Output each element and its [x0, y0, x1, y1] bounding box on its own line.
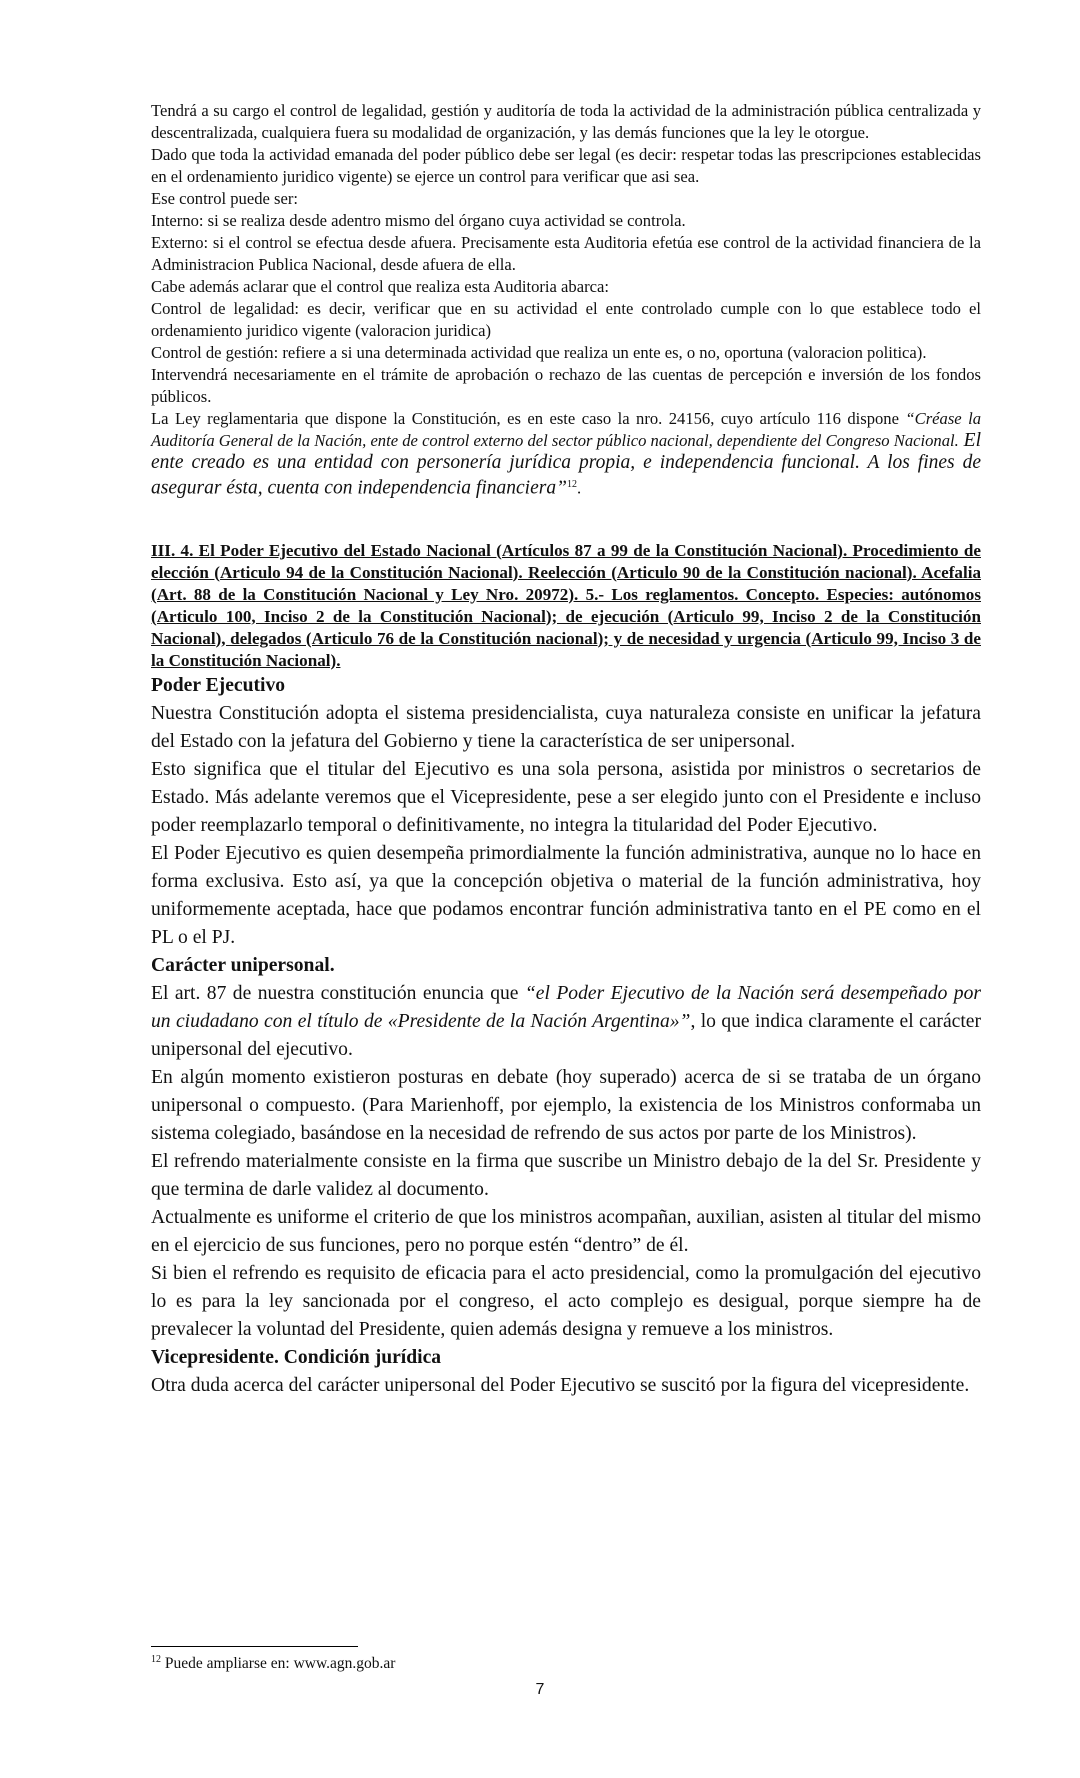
paragraph: Control de legalidad: es decir, verificar que en su actividad el ente controlado cumple con lo que establece todo el ordenamiento juridico vigente (valoracion juridica) — [151, 299, 981, 340]
law-quote-small: “Créase la Auditoría General de la Nación, ente de control externo del sector público nacional, dependiente del Congreso Nacional. — [151, 409, 981, 450]
law-lead: La Ley reglamentaria que dispone la Constitución, es en este caso la nro. 24156, cuyo artículo 116 dispone — [151, 409, 906, 428]
paragraph: El refrendo materialmente consiste en la firma que suscribe un Ministro debajo de la del Sr. Presidente y que termina de darle validez al documento. — [151, 1150, 981, 1200]
law-quote-big: El ente creado es una entidad con personería jurídica propia, e independencia funcional. A los fines de asegurar ésta, cuenta con independencia financiera — [151, 430, 981, 499]
paragraph: Dado que toda la actividad emanada del poder público debe ser legal (es decir: respetar todas las prescripciones establecidas en el ordenamiento juridico vigente) se ejerce un control para verificar que asi sea. — [151, 145, 981, 186]
paragraph: Si bien el refrendo es requisito de eficacia para el acto presidencial, como la promulgación del ejecutivo lo es para la ley sancionada por el congreso, el acto complejo es desigual, porque siempre ha de prevalecer la voluntad del Presidente, quien además designa y remueve a los ministros. — [151, 1262, 981, 1340]
subheading-poder-ejecutivo: Poder Ejecutivo — [151, 674, 286, 696]
law-end: . — [576, 478, 582, 498]
close-quote: ” — [556, 477, 567, 499]
subheading-vicepresidente: Vicepresidente. Condición jurídica — [151, 1346, 442, 1368]
footnote-text: Puede ampliarse en: www.agn.gob.ar — [161, 1655, 396, 1673]
paragraph: Externo: si el control se efectua desde afuera. Precisamente esta Auditoria efetúa ese control de la actividad financiera de la Administracion Publica Nacional, desde afuera de ella. — [151, 233, 981, 274]
paragraph: El Poder Ejecutivo es quien desempeña primordialmente la función administrativa, aunque no lo hace en forma exclusiva. Esto así, ya que la concepción objetiva o material de la función administrativa, hoy uniformemente aceptada, hace que podamos encontrar función administrativa tanto en el PE como en el PL o el PJ. — [151, 842, 981, 948]
paragraph: Nuestra Constitución adopta el sistema presidencialista, cuya naturaleza consiste en unificar la jefatura del Estado con la jefatura del Gobierno y tiene la característica de ser unipersonal. — [151, 702, 981, 752]
art87-tail: , lo que indica claramente el carácter unipersonal del ejecutivo. — [151, 1010, 982, 1060]
paragraph: Cabe además aclarar que el control que realiza esta Auditoria abarca: — [151, 277, 609, 296]
document-page — [151, 100, 981, 1400]
paragraph: En algún momento existieron posturas en debate (hoy superado) acerca de si se trataba de un órgano unipersonal o compuesto. (Para Marienhoff, por ejemplo, la existencia de los Ministros conformaba un sistema colegiado, basándose en la necesidad de refrendo de sus actos por parte de los Ministros). — [151, 1066, 981, 1144]
law-paragraph — [151, 408, 981, 500]
footnote-separator — [151, 1646, 358, 1647]
paragraph: Interno: si se realiza desde adentro mismo del órgano cuya actividad se controla. — [151, 211, 686, 230]
art87-paragraph — [151, 980, 981, 1064]
art87-lead: El art. 87 de nuestra constitución enuncia que — [151, 982, 525, 1004]
paragraph: Otra duda acerca del carácter unipersonal del Poder Ejecutivo se suscitó por la figura del vicepresidente. — [151, 1374, 970, 1396]
subheading-caracter-unipersonal: Carácter unipersonal. — [151, 954, 335, 976]
footnote — [151, 1650, 395, 1674]
footnote-number: 12 — [151, 1654, 161, 1665]
paragraph: Actualmente es uniforme el criterio de que los ministros acompañan, auxilian, asisten al titular del mismo en el ejercicio de sus funciones, pero no porque estén “dentro” de él. — [151, 1206, 981, 1256]
paragraph: Ese control puede ser: — [151, 189, 298, 208]
paragraph: Intervendrá necesariamente en el trámite de aprobación o rechazo de las cuentas de percepción e inversión de los fondos públicos. — [151, 365, 981, 406]
paragraph: Tendrá a su cargo el control de legalidad, gestión y auditoría de toda la actividad de la administración pública centralizada y descentralizada, cualquiera fuera su modalidad de organización, y las demás funciones que la ley le otorgue. — [151, 101, 981, 142]
main-body — [151, 672, 981, 1400]
page-number: 7 — [535, 1681, 545, 1698]
section-heading: III. 4. El Poder Ejecutivo del Estado Nacional (Artículos 87 a 99 de la Constitución Nacional). Procedimiento de elección (Articulo 94 de la Constitución Nacional). Reelección (Articulo 90 de la Constitución nacional). Acefalia (Art. 88 de la Constitución Nacional y Ley Nro. 20972). 5.- Los reglamentos. Concepto. Especies: autónomos (Articulo 100, Inciso 2 de la Constitución Nacional); de ejecución (Articulo 99, Inciso 2 de la Constitución Nacional), delegados (Articulo 76 de la Constitución nacional); y de necesidad y urgencia (Articulo 99, Inciso 3 de la Constitución Nacional). — [151, 540, 981, 670]
footnote-reference[interactable]: 12 — [566, 479, 577, 490]
art87-quote: “el Poder Ejecutivo de la Nación será desempeñado por un ciudadano con el título de «Presidente de la Nación Argentina»” — [151, 982, 981, 1032]
paragraph: Control de gestión: refiere a si una determinada actividad que realiza un ente es, o no, oportuna (valoracion politica). — [151, 343, 927, 362]
paragraph: Esto significa que el titular del Ejecutivo es una sola persona, asistida por ministros o secretarios de Estado. Más adelante veremos que el Vicepresidente, pese a ser elegido junto con el Presidente e incluso poder reemplazarlo temporal o definitivamente, no integra la titularidad del Poder Ejecutivo. — [151, 758, 981, 836]
intro-section — [151, 100, 981, 500]
